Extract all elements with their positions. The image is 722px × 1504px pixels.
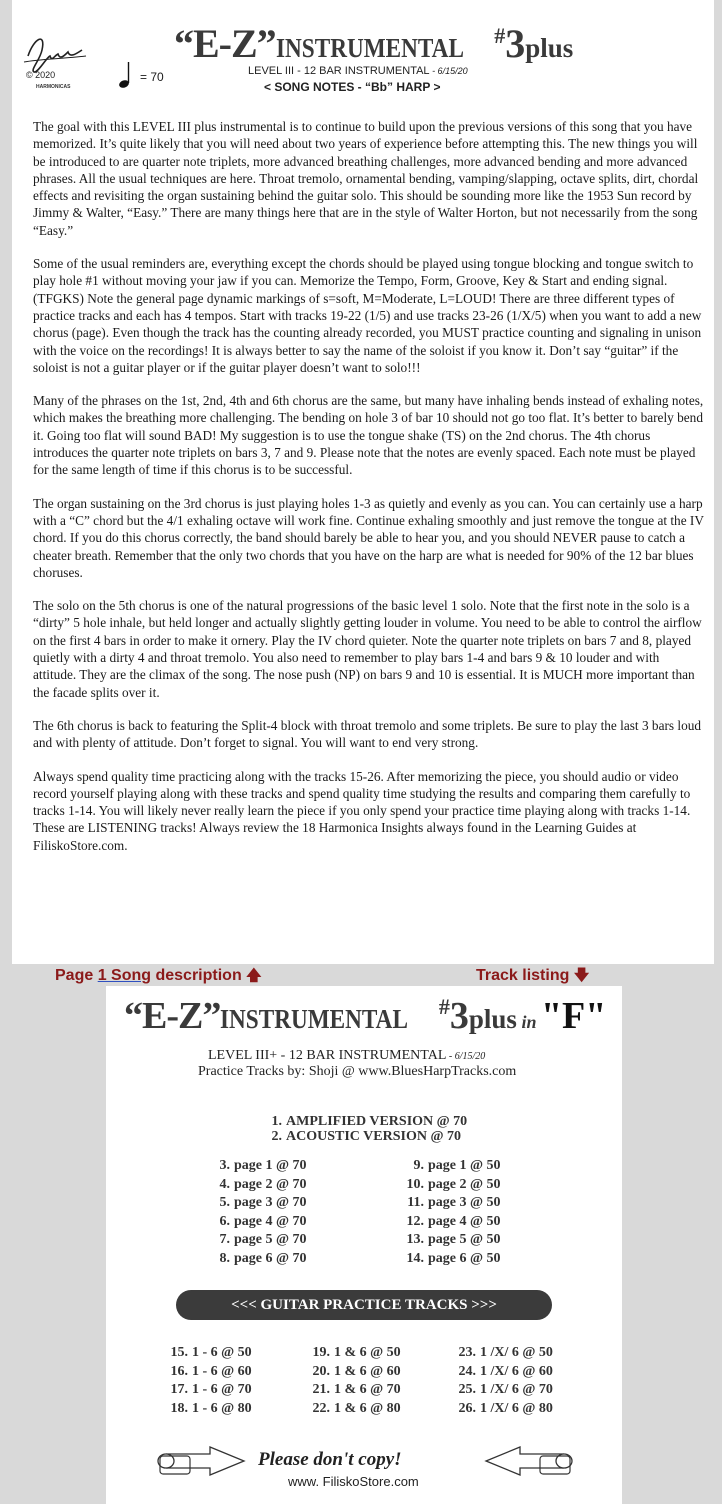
subtitle-date: - 6/15/20 — [429, 66, 468, 76]
list-item — [306, 1344, 401, 1363]
guitar-practice-tracks-banner: <<< GUITAR PRACTICE TRACKS >>> — [176, 1290, 552, 1320]
version-list — [258, 1114, 467, 1144]
list-item — [400, 1176, 501, 1195]
list-item — [164, 1344, 252, 1363]
track-number: 7. — [219, 1232, 230, 1247]
track-label: page 3 @ 70 — [234, 1195, 307, 1210]
title-plus: plus — [468, 1004, 517, 1034]
track-label: page 4 @ 70 — [234, 1213, 307, 1229]
track-number: 8. — [219, 1250, 230, 1266]
track-label: 1 & 6 @ 50 — [334, 1345, 401, 1360]
title-instrumental: INSTRUMENTAL — [220, 1004, 409, 1034]
list-item — [400, 1213, 501, 1232]
list-item — [452, 1344, 553, 1363]
subtitle-text: LEVEL III+ - 12 BAR INSTRUMENTAL — [208, 1048, 447, 1063]
track-listing-subtitle — [208, 1048, 485, 1064]
page-title — [174, 20, 584, 67]
track-label: 1 - 6 @ 60 — [192, 1363, 252, 1379]
song-notes-body — [33, 118, 705, 870]
track-number: 1. — [271, 1114, 282, 1129]
track-number: 25. — [458, 1382, 476, 1397]
track-label: 1 /X/ 6 @ 60 — [480, 1363, 553, 1379]
track-label: 1 - 6 @ 50 — [192, 1345, 252, 1360]
list-item — [258, 1129, 467, 1144]
track-label: page 3 @ 50 — [428, 1195, 501, 1210]
title-hash: # — [494, 23, 506, 48]
subtitle-date: - 6/15/20 — [446, 1051, 486, 1062]
track-number: 22. — [312, 1400, 330, 1416]
list-item — [206, 1176, 307, 1195]
nav-left-suffix: description — [151, 967, 247, 984]
track-number: 20. — [312, 1363, 330, 1379]
nav-left-prefix: Page — [55, 967, 98, 984]
harmonica-arrow-right-icon — [156, 1444, 248, 1478]
guitar-track-list-1 — [164, 1344, 252, 1418]
quarter-note-icon — [116, 60, 136, 90]
list-item — [452, 1400, 553, 1419]
paragraph: The solo on the 5th chorus is one of the natural progressions of the basic level 1 solo. Note that the first note in the solo is a “dirty” 5 hole inhale, but held longer and actually slightly getting louder in volume. You need to be able to control the airflow on the first 4 bars in order to make it ornery. Play the IV chord quieter. Note the quarter note triplets on bars 7 and 8, played quietly with a dirty 4 and throat tremolo. You also need to remember to play bars 1-4 and bars 9 & 10 louder and with attitude. They are the climax of the song. The nose push (NP) on bars 9 and 10 is essential. It is MUCH more important than the facade splits over it. — [33, 598, 702, 700]
track-label: 1 - 6 @ 80 — [192, 1400, 252, 1416]
track-label: 1 & 6 @ 80 — [334, 1400, 401, 1416]
list-item — [400, 1231, 501, 1250]
logo-subtitle: HARMONICAS — [36, 84, 71, 90]
track-label: AMPLIFIED VERSION @ 70 — [286, 1114, 468, 1129]
track-number: 6. — [219, 1213, 230, 1229]
list-item — [206, 1213, 307, 1232]
track-number: 14. — [406, 1250, 424, 1266]
track-label: 1 & 6 @ 60 — [334, 1363, 401, 1379]
list-item — [206, 1231, 307, 1250]
track-label: 1 /X/ 6 @ 80 — [480, 1400, 553, 1416]
title-ez: “E-Z” — [124, 995, 221, 1037]
track-number: 18. — [170, 1400, 188, 1416]
list-item — [164, 1363, 252, 1382]
track-list-70 — [206, 1157, 307, 1268]
song-notes-page — [12, 0, 714, 964]
track-listing-title — [124, 994, 614, 1038]
title-key: "F" — [540, 995, 607, 1037]
copy-warning: Please don't copy! — [258, 1449, 402, 1470]
track-number: 26. — [458, 1400, 476, 1416]
list-item — [306, 1400, 401, 1419]
title-hash: # — [438, 994, 450, 1019]
track-number: 3. — [219, 1158, 230, 1173]
list-item — [400, 1194, 501, 1213]
guitar-track-list-3 — [452, 1344, 553, 1418]
track-number: 10. — [406, 1176, 424, 1192]
track-label: page 6 @ 70 — [234, 1250, 307, 1266]
track-label: page 5 @ 50 — [428, 1232, 501, 1247]
list-item — [206, 1157, 307, 1176]
track-number: 15. — [170, 1345, 188, 1360]
track-number: 11. — [407, 1195, 424, 1210]
track-number: 23. — [458, 1345, 476, 1360]
track-label: 1 /X/ 6 @ 50 — [480, 1345, 553, 1360]
tempo-value: = 70 — [140, 70, 164, 84]
track-label: page 5 @ 70 — [234, 1232, 307, 1247]
website-link[interactable]: www. FiliskoStore.com — [288, 1474, 419, 1489]
track-number: 21. — [312, 1382, 330, 1397]
track-number: 4. — [219, 1176, 230, 1192]
track-number: 16. — [170, 1363, 188, 1379]
track-label: 1 & 6 @ 70 — [334, 1382, 401, 1397]
title-in: in — [516, 1012, 541, 1032]
list-item — [206, 1250, 307, 1269]
arrow-down-icon: 🡇 — [573, 967, 590, 984]
list-item — [400, 1250, 501, 1269]
track-number: 5. — [219, 1195, 230, 1210]
track-label: page 2 @ 70 — [234, 1176, 307, 1192]
title-number: 3 — [505, 21, 526, 66]
track-label: page 6 @ 50 — [428, 1250, 501, 1266]
paragraph: Many of the phrases on the 1st, 2nd, 4th and 6th chorus are the same, but many have inhaling bends instead of exhaling notes, which makes the breathing more challenging. The bending on hole 3 of bar 10 should not go too flat. It’s better to barely bend it. Going too flat will sound BAD! My suggestion is to use the tongue shake (TS) on the 2nd chorus. The 4th chorus introduces the quarter note triplets on bars 3, 7 and 9. Please note that the notes are evenly spaced. Each note must be played for the same length of time if this chorus is to be successful. — [33, 393, 704, 478]
list-item — [452, 1363, 553, 1382]
track-label: page 1 @ 50 — [428, 1158, 501, 1173]
tempo-marking — [116, 60, 176, 90]
title-plus: plus — [525, 33, 574, 63]
track-list-50 — [400, 1157, 501, 1268]
list-item — [452, 1381, 553, 1400]
track-label: 1 - 6 @ 70 — [192, 1382, 252, 1397]
track-label: page 4 @ 50 — [428, 1213, 501, 1229]
list-item — [164, 1400, 252, 1419]
guitar-track-list-2 — [306, 1344, 401, 1418]
track-number: 17. — [170, 1382, 188, 1397]
harmonica-arrow-left-icon — [482, 1444, 574, 1478]
list-item — [400, 1157, 501, 1176]
paragraph: The 6th chorus is back to featuring the Split-4 block with throat tremolo and some triplets. Be sure to play the last 3 bars loud and with plenty of attitude. Don’t forget to signal. You will want to end very strong. — [33, 717, 702, 751]
track-number: 13. — [406, 1232, 424, 1247]
paragraph: The goal with this LEVEL III plus instrumental is to continue to build upon the previous versions of this song that you have memorized. It’s quite likely that you will need about two years of experience before attempting this. The new things you will be introduced to are quarter note triplets, more advanced breathing challenges, more advanced bending and more advanced phrases. All the usual techniques are here. Throat tremolo, ornamental bending, vamping/slapping, octave splits, dirt, chordal effects and revisiting the organ sustaining behind the guitar solo. This should be sounding more like the 1953 Sun record by Jimmy & Walter, “Easy.” There are many things here that are in the style of Walter Horton, but not necessarily from the song “Easy.” — [33, 119, 699, 238]
track-label: 1 /X/ 6 @ 70 — [480, 1382, 553, 1397]
copyright-text: © 2020 — [26, 70, 56, 80]
title-ez: “E-Z” — [174, 21, 276, 66]
list-item — [206, 1194, 307, 1213]
subtitle-text: LEVEL III - 12 BAR INSTRUMENTAL — [248, 65, 430, 77]
nav-right-text: Track listing — [476, 967, 574, 984]
nav-left-link-text[interactable]: 1 Song — [97, 967, 152, 984]
list-item — [306, 1363, 401, 1382]
track-number: 24. — [458, 1363, 476, 1379]
list-item — [164, 1381, 252, 1400]
paragraph: The organ sustaining on the 3rd chorus is just playing holes 1-3 as quietly and evenly as you can. You can certainly use a harp with a “C” chord but the 4/1 exhaling octave will work fine. Continue exhaling smoothly and just remove the tongue at the IV chord. If you do this chorus correctly, the band should barely be able to hear you, and you should NEVER pause to catch a cheater breath. Remember that the only two chords that you have on the harp are what is needed for 90% of the 12 bar blues choruses. — [33, 495, 704, 580]
paragraph: Some of the usual reminders are, everything except the chords should be played using tongue blocking and tongue switch to play hole #1 without moving your jaw if you can. Memorize the Tempo, Form, Groove, Key & Start and ending signal. (TFGKS) Note the general page dynamic markings of s=soft, M=Moderate, L=LOUD! There are three different types of practice tracks and each has 4 tempos. Start with tracks 19-22 (1/5) and use tracks 23-26 (1/X/5) when you want to add a new chorus (page). Even though the track has the counting already recorded, you MUST practice counting and signaling in unison with the voice on the recordings! It is always better to say the name of the soloist if you know it. Don’t say “guitar” if the soloist is not a guitar player or if the guitar player doesn’t want to solo!!! — [33, 256, 702, 375]
practice-tracks-credit: Practice Tracks by: Shoji @ www.BluesHarpTracks.com — [198, 1064, 517, 1079]
song-notes-heading: < SONG NOTES - “Bb” HARP > — [264, 80, 441, 94]
track-label: page 1 @ 70 — [234, 1158, 307, 1173]
list-item — [258, 1114, 467, 1129]
track-label: page 2 @ 50 — [428, 1176, 501, 1192]
track-listing-page — [106, 986, 622, 1504]
arrow-up-icon: 🡅 — [246, 967, 262, 984]
paragraph: Always spend quality time practicing along with the tracks 15-26. After memorizing the piece, you should audio or video record yourself playing along with these tracks and spend quality time studying the results and comparing them carefully to tracks 1-14. You will likely never really learn the piece if you only spend your practice time playing along with tracks 1-14. These are LISTENING tracks! Always review the 18 Harmonica Insights always found in the Learning Guides at FiliskoStore.com. — [33, 768, 691, 853]
track-label: ACOUSTIC VERSION @ 70 — [286, 1129, 461, 1144]
list-item — [306, 1381, 401, 1400]
track-number: 12. — [406, 1213, 424, 1229]
track-number: 2. — [271, 1129, 282, 1144]
track-number: 19. — [312, 1345, 330, 1360]
title-number: 3 — [449, 995, 469, 1037]
track-number: 9. — [413, 1158, 424, 1173]
page-subtitle — [248, 65, 468, 77]
title-instrumental: INSTRUMENTAL — [275, 33, 464, 63]
